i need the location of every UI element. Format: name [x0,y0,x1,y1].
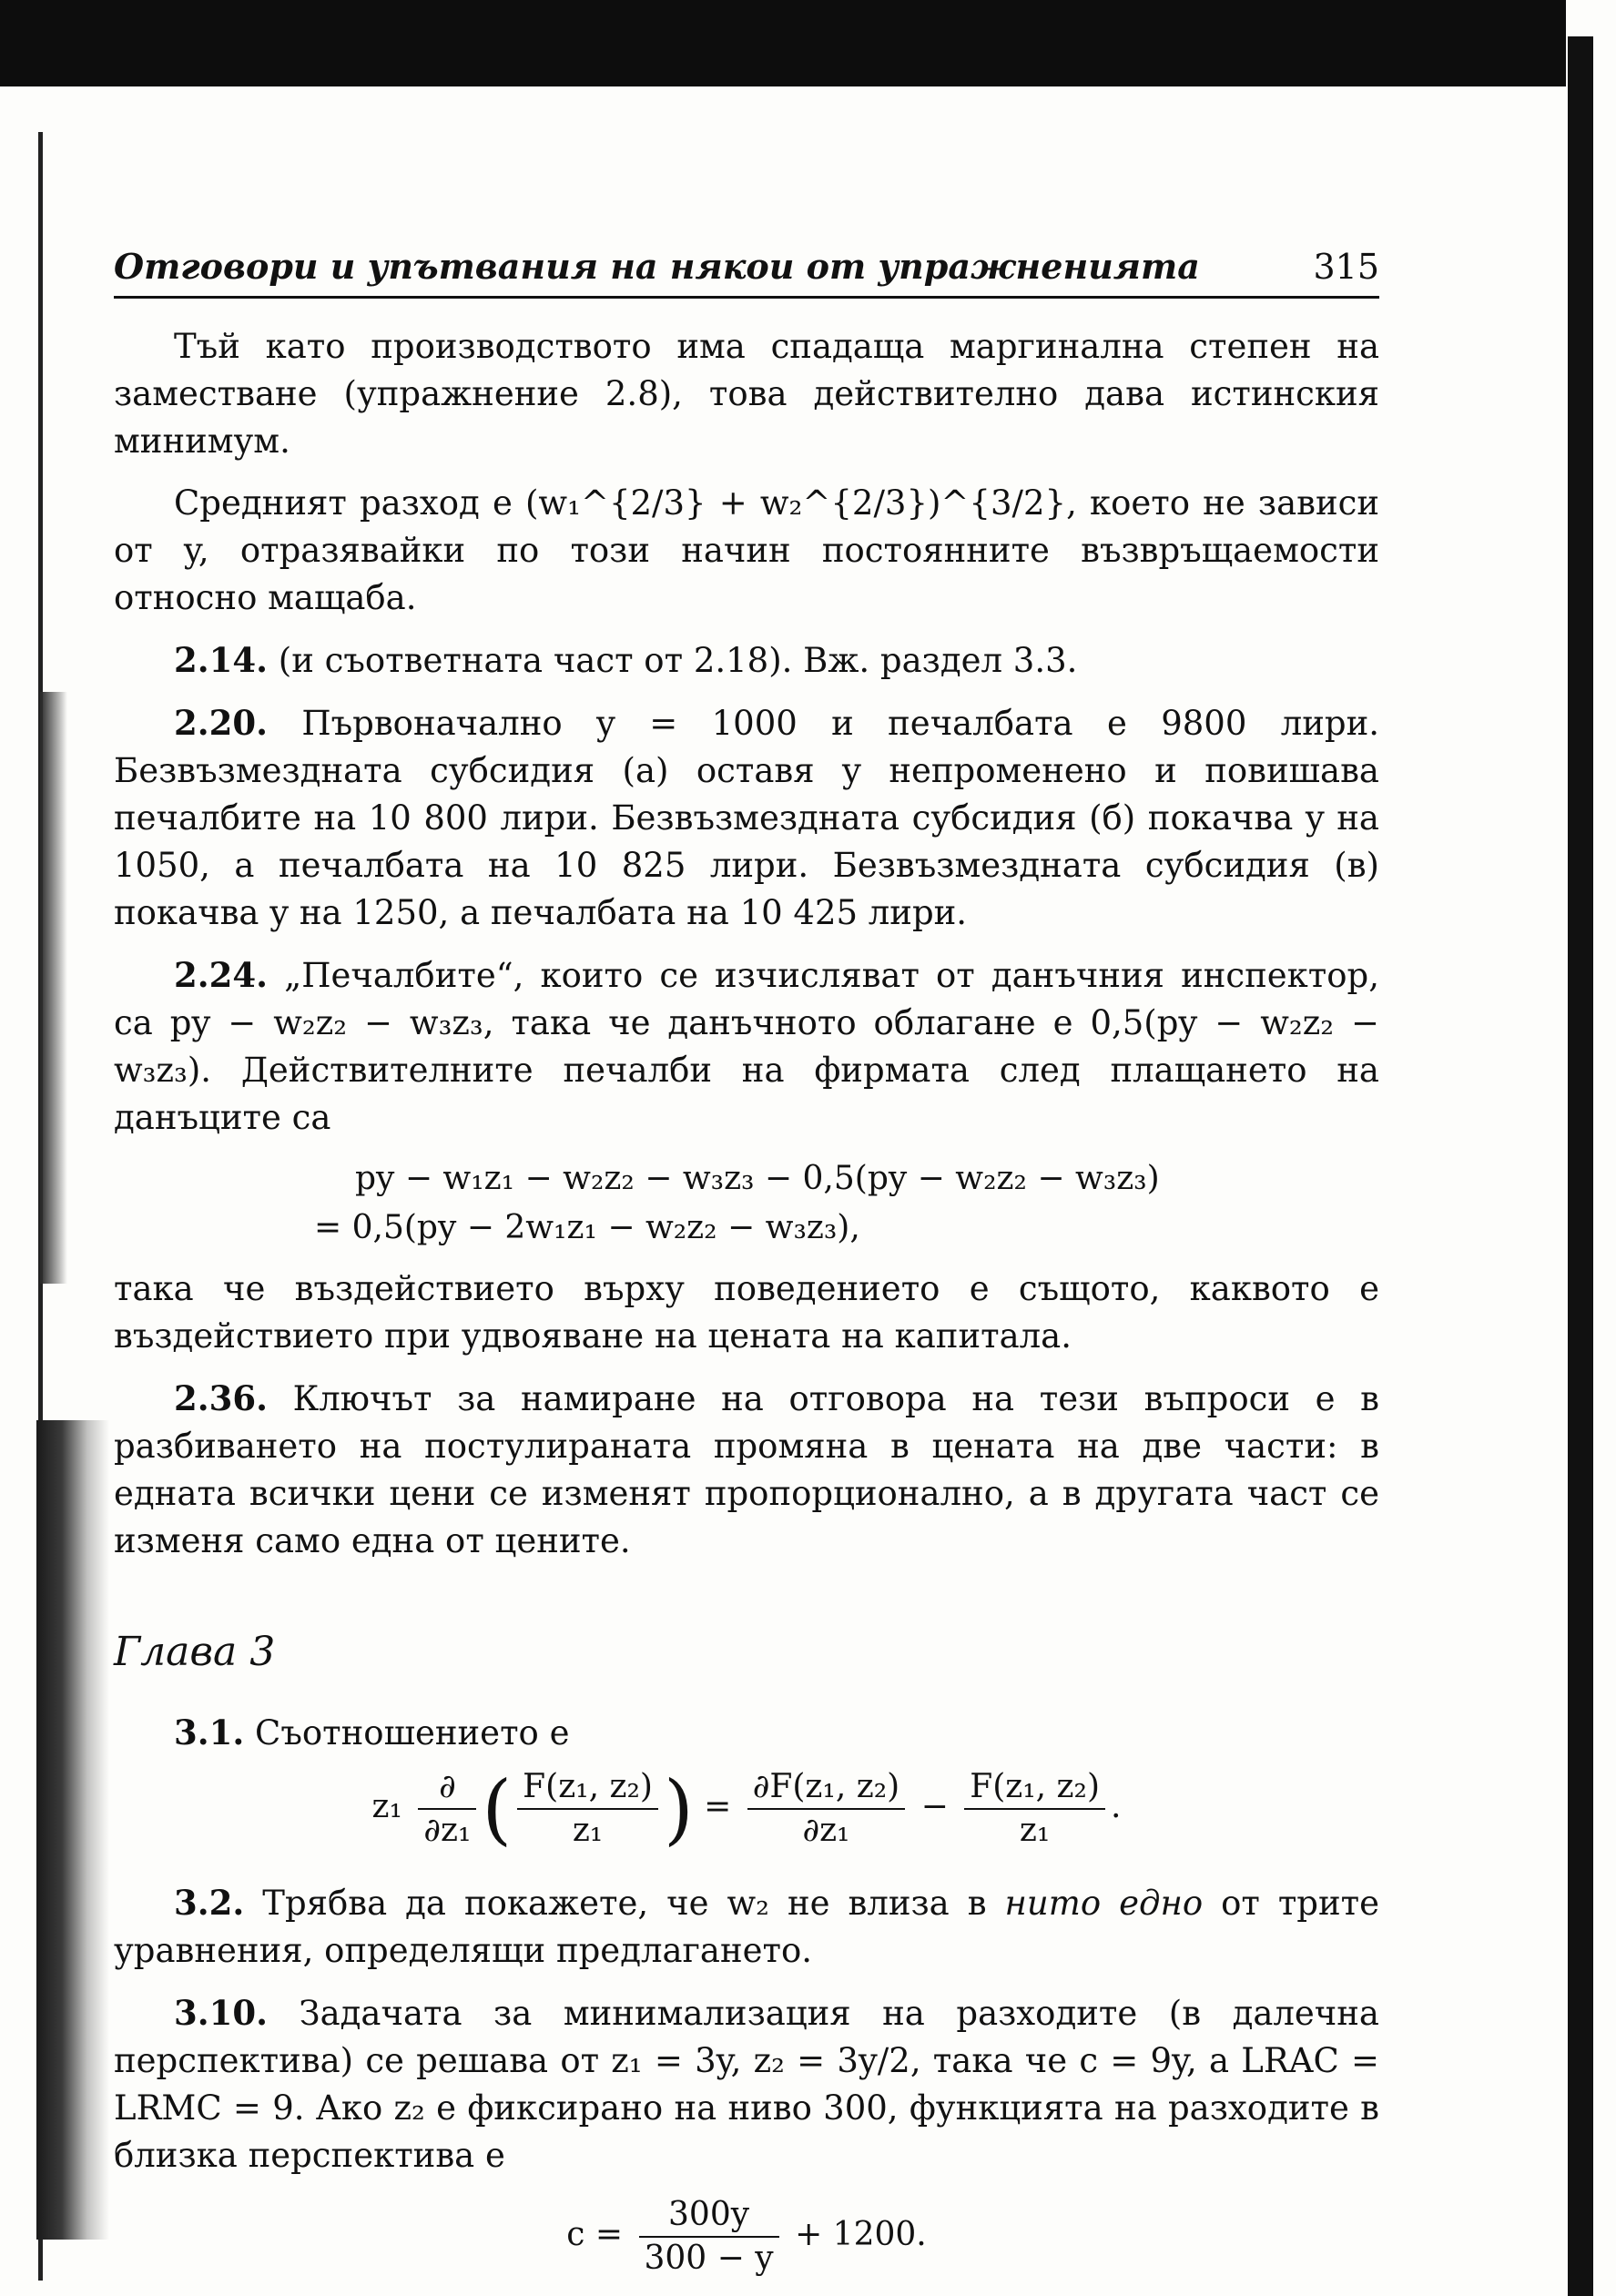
paragraph-average-cost [114,480,1379,622]
exercise-number: 3.10. [174,1993,268,2033]
emphasis: нито едно [1004,1884,1204,1923]
denominator: z₁ [1019,1812,1051,1849]
fraction-operator [418,1766,476,1852]
equals-sign: = [704,1788,732,1825]
answer-2-24 [114,951,1379,1142]
running-title: Отговори и упътвания на някои от упражненията [114,246,1200,287]
equation-line: py − w₁z₁ − w₂z₂ − w₃z₃ − 0,5(py − w₂z₂ − w₃z₃) [355,1160,1160,1197]
equation-line: = 0,5(py − 2w₁z₁ − w₂z₂ − w₃z₃), [314,1209,860,1246]
fraction [639,2194,779,2280]
formula-3-10 [114,2194,1379,2280]
formula-average-cost: (w₁^{2/3} + w₂^{2/3})^{3/2} [525,483,1067,523]
paragraph: така че въздействието върху поведението е същото, каквото е въздействието при удвояване на цената на капитала. [114,1269,1379,1356]
answer-text: Първоначално y = 1000 и печалбата е 9800 лири. Безвъзмездната субсидия (а) оставя y непроменено и повишава печалбите на 10 800 лири. Безвъзмездната субсидия (б) покачва y на 1050, а печалбата на 10 825 лири. Безвъзмездната субсидия (в) покачва y на 1250, а печалбата на 10 425 лири. [114,704,1379,932]
answer-text: от трите уравнения, определящи предлагането. [114,1884,1379,1970]
scan-left-blot [36,1420,109,2240]
numerator: ∂F(z₁, z₂) [747,1766,905,1810]
answer-2-14 [114,636,1379,685]
answer-3-1 [114,1709,1379,1757]
formula-rest: + 1200. [795,2216,927,2253]
numerator: F(z₁, z₂) [964,1766,1105,1810]
exercise-number: 2.14. [174,640,268,680]
fraction-inner [517,1766,658,1852]
answer-2-36 [114,1375,1379,1565]
answer-2-20 [114,699,1379,937]
fraction-rhs-2 [964,1766,1105,1852]
denominator: ∂z₁ [802,1812,850,1849]
denominator: z₁ [572,1812,604,1849]
text: Средният разход е [174,483,525,523]
right-paren: ) [663,1764,694,1854]
exercise-number: 3.2. [174,1883,245,1923]
scan-top-border [0,0,1566,86]
answer-3-10 [114,1989,1379,2179]
answer-text: „Печалбите“, които се изчисляват от данъчния инспектор, са py − w₂z₂ − w₃z₃, така че данъчното облагане е 0,5(py − w₂z₂ − w₃z₃). Действителните печалби на фирмата след плащането на данъците са [114,956,1379,1137]
denominator: 300 − y [644,2240,774,2277]
answer-text: Ключът за намиране на отговора на тези въпроси е в разбиването на постулираната промяна в цената на две части: в едната всички цени се изменят пропорционално, а в другата част се изменя само една от цените. [114,1379,1379,1560]
period: . [1111,1788,1122,1825]
exercise-number: 2.20. [174,703,268,743]
answer-3-2 [114,1879,1379,1975]
answer-text: Задачата за минимализация на разходите (в далечна перспектива) се решава от z₁ = 3y, z₂ = 3y/2, така че c = 9y, а LRAC = LRMC = 9. Ако z₂ е фиксирано на ниво 300, функцията на разходите в близка перспектива е [114,1994,1379,2175]
fraction-rhs-1 [747,1766,905,1852]
exercise-number: 2.36. [174,1378,268,1418]
numerator: 300y [639,2194,779,2238]
page-number: 315 [1313,247,1379,287]
scan-left-shadow [40,692,67,1284]
numerator: F(z₁, z₂) [517,1766,658,1810]
page-body [114,323,1379,2280]
answer-text: Съотношението е [255,1713,570,1752]
scan-right-border [1568,36,1593,2296]
text: , което не зависи от y, отразявайки по този начин постоянните възвръщаемости относно мащаба. [114,483,1379,617]
minus-sign: − [920,1788,949,1825]
chapter-heading: Глава 3 [114,1629,276,1675]
paragraph: Тъй като производството има спадаща маргинална степен на заместване (упражнение 2.8), това действително дава истинския минимум. [114,327,1379,461]
answer-text: (и съответната част от 2.18). Вж. раздел 3.3. [278,641,1078,680]
exercise-number: 2.24. [174,955,268,995]
numerator: ∂ [418,1766,476,1810]
formula-lhs: c = [566,2216,624,2253]
exercise-number: 3.1. [174,1712,245,1752]
left-paren: ( [482,1764,513,1854]
formula-3-1 [114,1766,1379,1852]
page-header [114,241,1379,299]
denominator: ∂z₁ [423,1812,472,1849]
equation-2-24 [114,1154,1379,1253]
answer-text: Трябва да покажете, че w₂ не влиза в [262,1884,1005,1923]
formula-factor: z₁ [371,1788,402,1825]
